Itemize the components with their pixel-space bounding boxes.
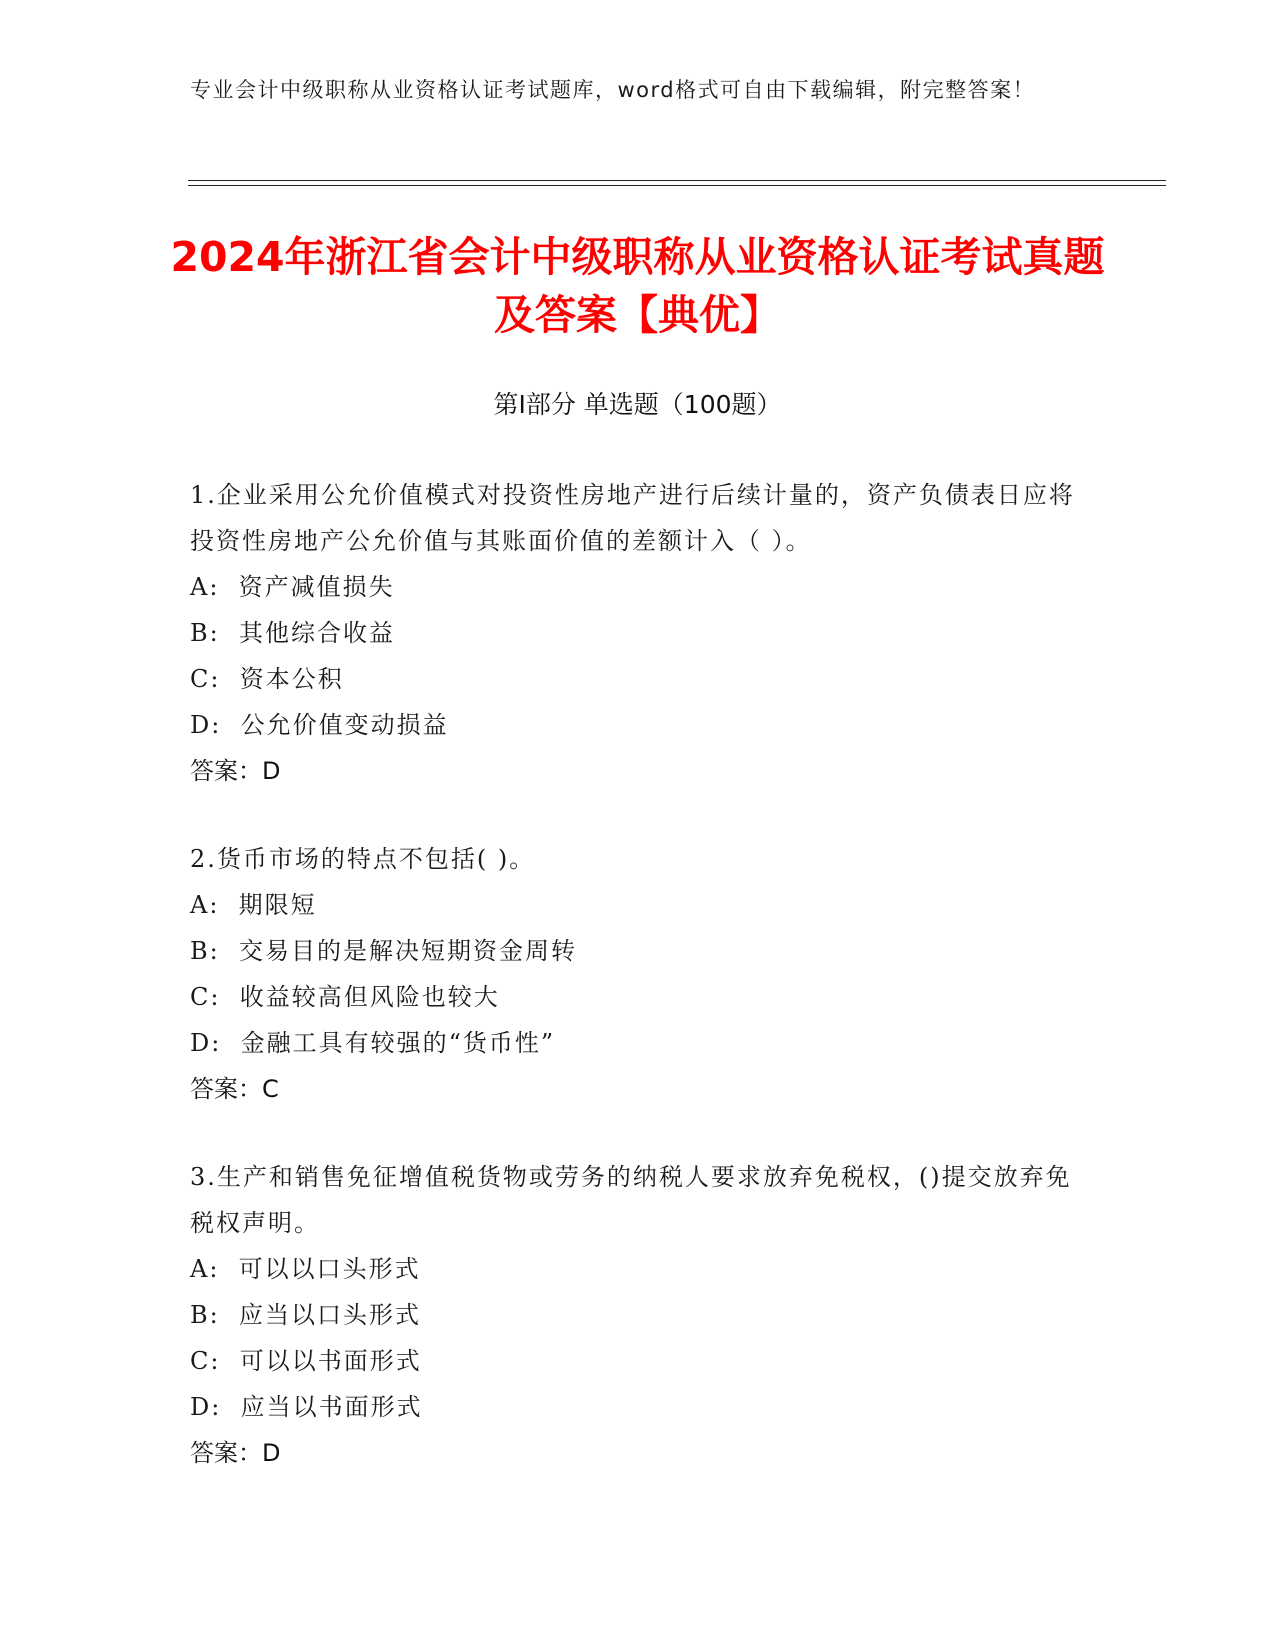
question-stem: 3.生产和销售免征增值税货物或劳务的纳税人要求放弃免税权，()提交放弃免税权声明。 [190,1163,1072,1237]
option-c: C: 收益较高但风险也较大 [190,983,500,1011]
answer: 答案：C [190,1075,279,1103]
question-1 [190,472,1090,794]
option-c: C: 资本公积 [190,665,344,693]
option-a: A: 可以以口头形式 [190,1255,421,1283]
option-d: D: 公允价值变动损益 [190,711,449,739]
option-a: A: 期限短 [190,891,317,919]
question-list [190,472,1090,1518]
header-divider-top [188,180,1166,181]
question-stem: 2.货币市场的特点不包括( )。 [190,845,536,873]
option-c: C: 可以以书面形式 [190,1347,422,1375]
question-3 [190,1154,1090,1476]
option-b: B: 应当以口头形式 [190,1301,421,1329]
answer: 答案：D [190,1439,281,1467]
header-note: 专业会计中级职称从业资格认证考试题库，word格式可自由下载编辑，附完整答案！ [190,78,1036,102]
option-b: B: 交易目的是解决短期资金周转 [190,937,577,965]
document-title: 2024年浙江省会计中级职称从业资格认证考试真题及答案【典优】 [170,233,1105,339]
option-a: A: 资产减值损失 [190,573,395,601]
answer: 答案：D [190,757,281,785]
section-title: 第I部分 单选题（100题） [493,390,782,419]
question-2 [190,836,1090,1112]
option-d: D: 应当以书面形式 [190,1393,423,1421]
option-d: D: 金融工具有较强的“货币性” [190,1029,556,1057]
option-b: B: 其他综合收益 [190,619,395,647]
header-divider-bottom [188,185,1166,186]
question-stem: 1.企业采用公允价值模式对投资性房地产进行后续计量的，资产负债表日应将投资性房地产公允价值与其账面价值的差额计入（ ）。 [190,481,1075,555]
